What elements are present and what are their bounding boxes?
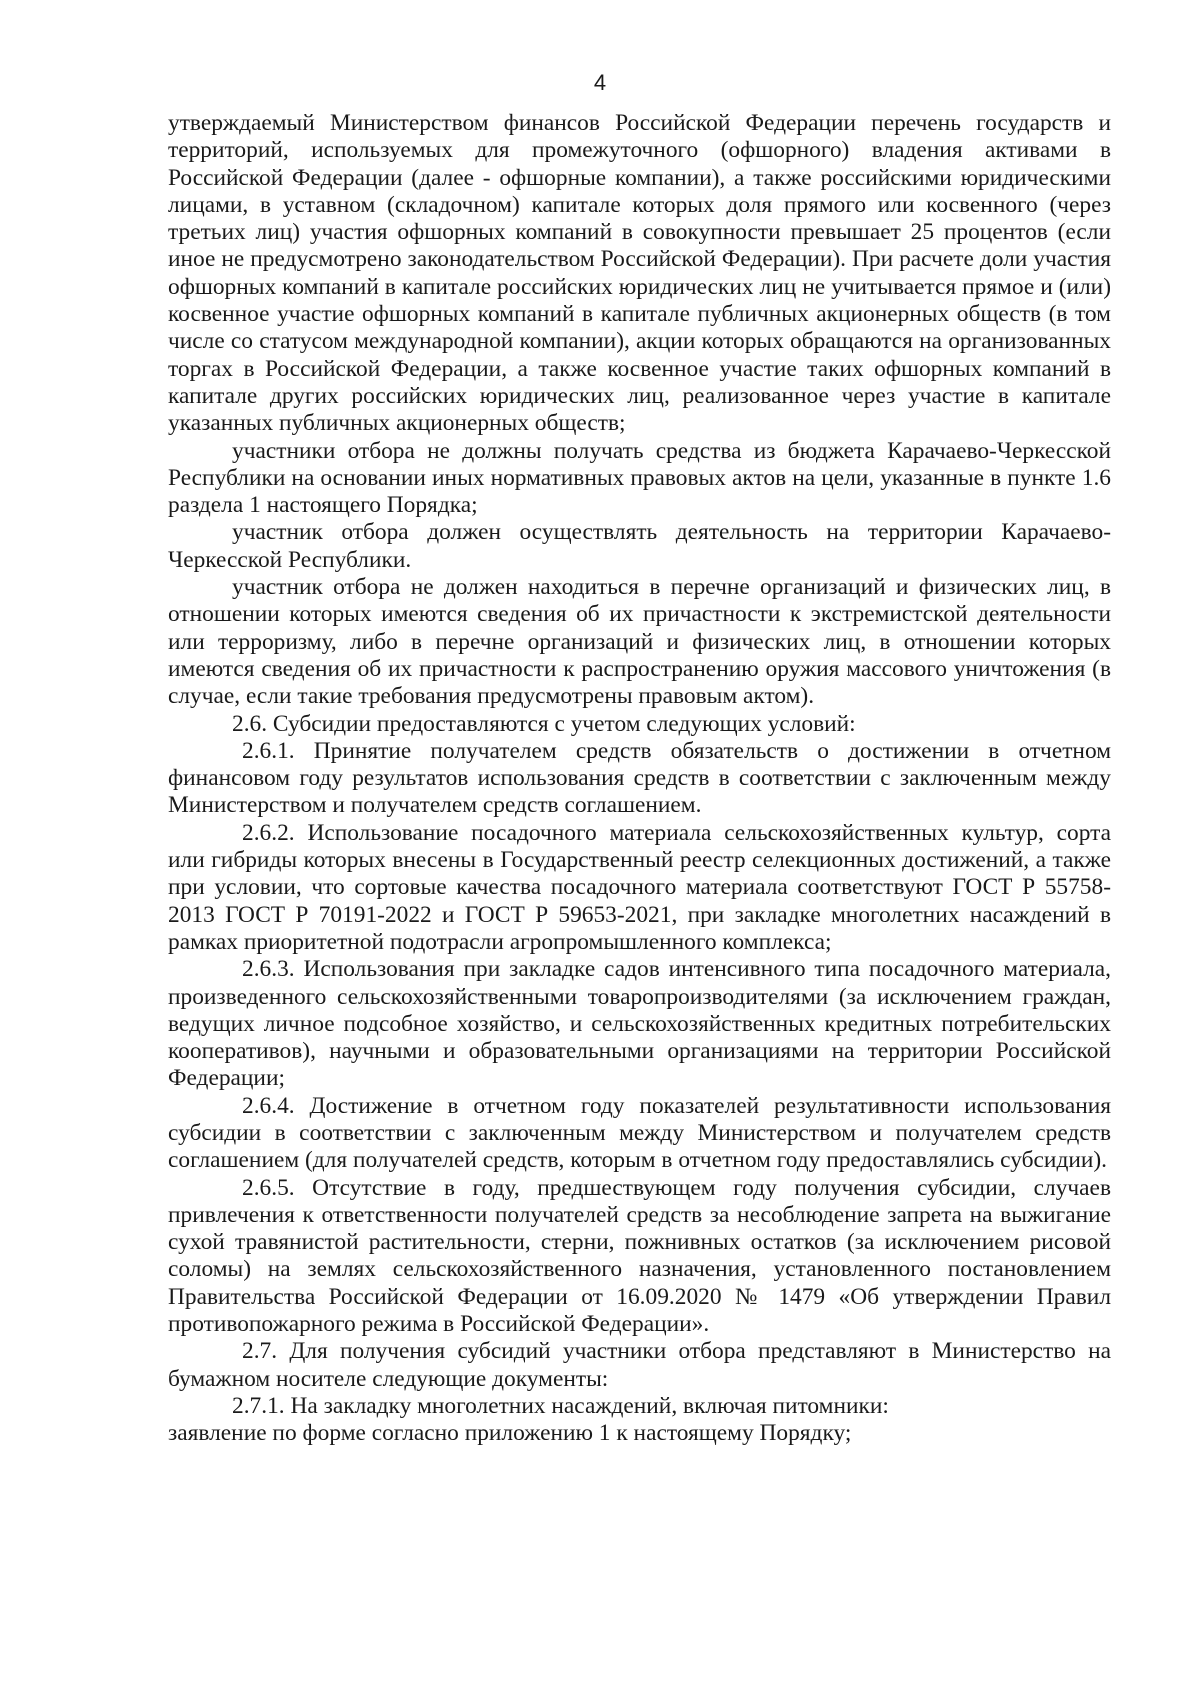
paragraph-2-6-4: 2.6.4. Достижение в отчетном году показателей результативности использования субсидии в соответствии с заключенным между Министерством и получателем средств соглашением (для получателей средств, которым в отчетном году предоставлялись субсидии). — [168, 1092, 1111, 1174]
paragraph-2-6-3: 2.6.3. Использования при закладке садов интенсивного типа посадочного материала, произведенного сельскохозяйственными товаропроизводителями (за исключением граждан, ведущих личное подсобное хозяйство, и сельскохозяйственных кредитных потребительских кооперативов), научными и образовательными организациями на территории Российской Федерации; — [168, 956, 1111, 1092]
paragraph-2-7: 2.7. Для получения субсидий участники отбора представляют в Министерство на бумажном носителе следующие документы: — [168, 1338, 1111, 1392]
paragraph-extremism-list: участник отбора не должен находиться в перечне организаций и физических лиц, в отношении которых имеются сведения об их причастности к экстремистской деятельности или терроризму, либо в перечне организаций и физических лиц, в отношении которых имеются сведения об их причастности к распространению оружия массового уничтожения (в случае, если такие требования предусмотрены правовым актом). — [168, 574, 1111, 710]
paragraph-territory: участник отбора должен осуществлять деятельность на территории Карачаево-Черкесской Республики. — [168, 519, 1111, 573]
paragraph-budget-funds: участники отбора не должны получать средства из бюджета Карачаево-Черкесской Республики на основании иных нормативных правовых актов на цели, указанные в пункте 1.6 раздела 1 настоящего Порядка; — [168, 437, 1111, 519]
paragraph-2-6-2: 2.6.2. Использование посадочного материала сельскохозяйственных культур, сорта или гибриды которых внесены в Государственный реестр селекционных достижений, а также при условии, что сортовые качества посадочного материала соответствуют ГОСТ Р 55758-2013 ГОСТ Р 70191-2022 и ГОСТ Р 59653-2021, при закладке многолетних насаждений в рамках приоритетной подотрасли агропромышленного комплекса; — [168, 819, 1111, 955]
paragraph-application-form: заявление по форме согласно приложению 1 к настоящему Порядку; — [168, 1420, 852, 1447]
paragraph-offshore-continuation: утверждаемый Министерством финансов Российской Федерации перечень государств и территорий, используемых для промежуточного (офшорного) владения активами в Российской Федерации (далее - офшорные компании), а также российскими юридическими лицами, в уставном (складочном) капитале которых доля прямого или косвенного (через третьих лиц) участия офшорных компаний в совокупности превышает 25 процентов (если иное не предусмотрено законодательством Российской Федерации). При расчете доли участия офшорных компаний в капитале российских юридических лиц не учитывается прямое и (или) косвенное участие офшорных компаний в капитале публичных акционерных обществ (в том числе со статусом международной компании), акции которых обращаются на организованных торгах в Российской Федерации, а также косвенное участие таких офшорных компаний в капитале других российских юридических лиц, реализованное через участие в капитале указанных публичных акционерных обществ; — [168, 110, 1111, 437]
paragraph-2-7-1: 2.7.1. На закладку многолетних насаждений, включая питомники: — [232, 1392, 889, 1419]
page-number: 4 — [593, 70, 607, 95]
paragraph-2-6: 2.6. Субсидии предоставляются с учетом следующих условий: — [232, 710, 856, 737]
paragraph-2-6-1: 2.6.1. Принятие получателем средств обязательств о достижении в отчетном финансовом году результатов использования средств в соответствии с заключенным между Министерством и получателем средств соглашением. — [168, 737, 1111, 819]
document-body — [168, 110, 1111, 1448]
paragraph-2-6-5: 2.6.5. Отсутствие в году, предшествующем году получения субсидии, случаев привлечения к ответственности получателей средств за несоблюдение запрета на выжигание сухой травянистой растительности, стерни, пожнивных остатков (за исключением рисовой соломы) на землях сельскохозяйственного назначения, установленного постановлением Правительства Российской Федерации от 16.09.2020 № 1479 «Об утверждении Правил противопожарного режима в Российской Федерации». — [168, 1174, 1111, 1338]
